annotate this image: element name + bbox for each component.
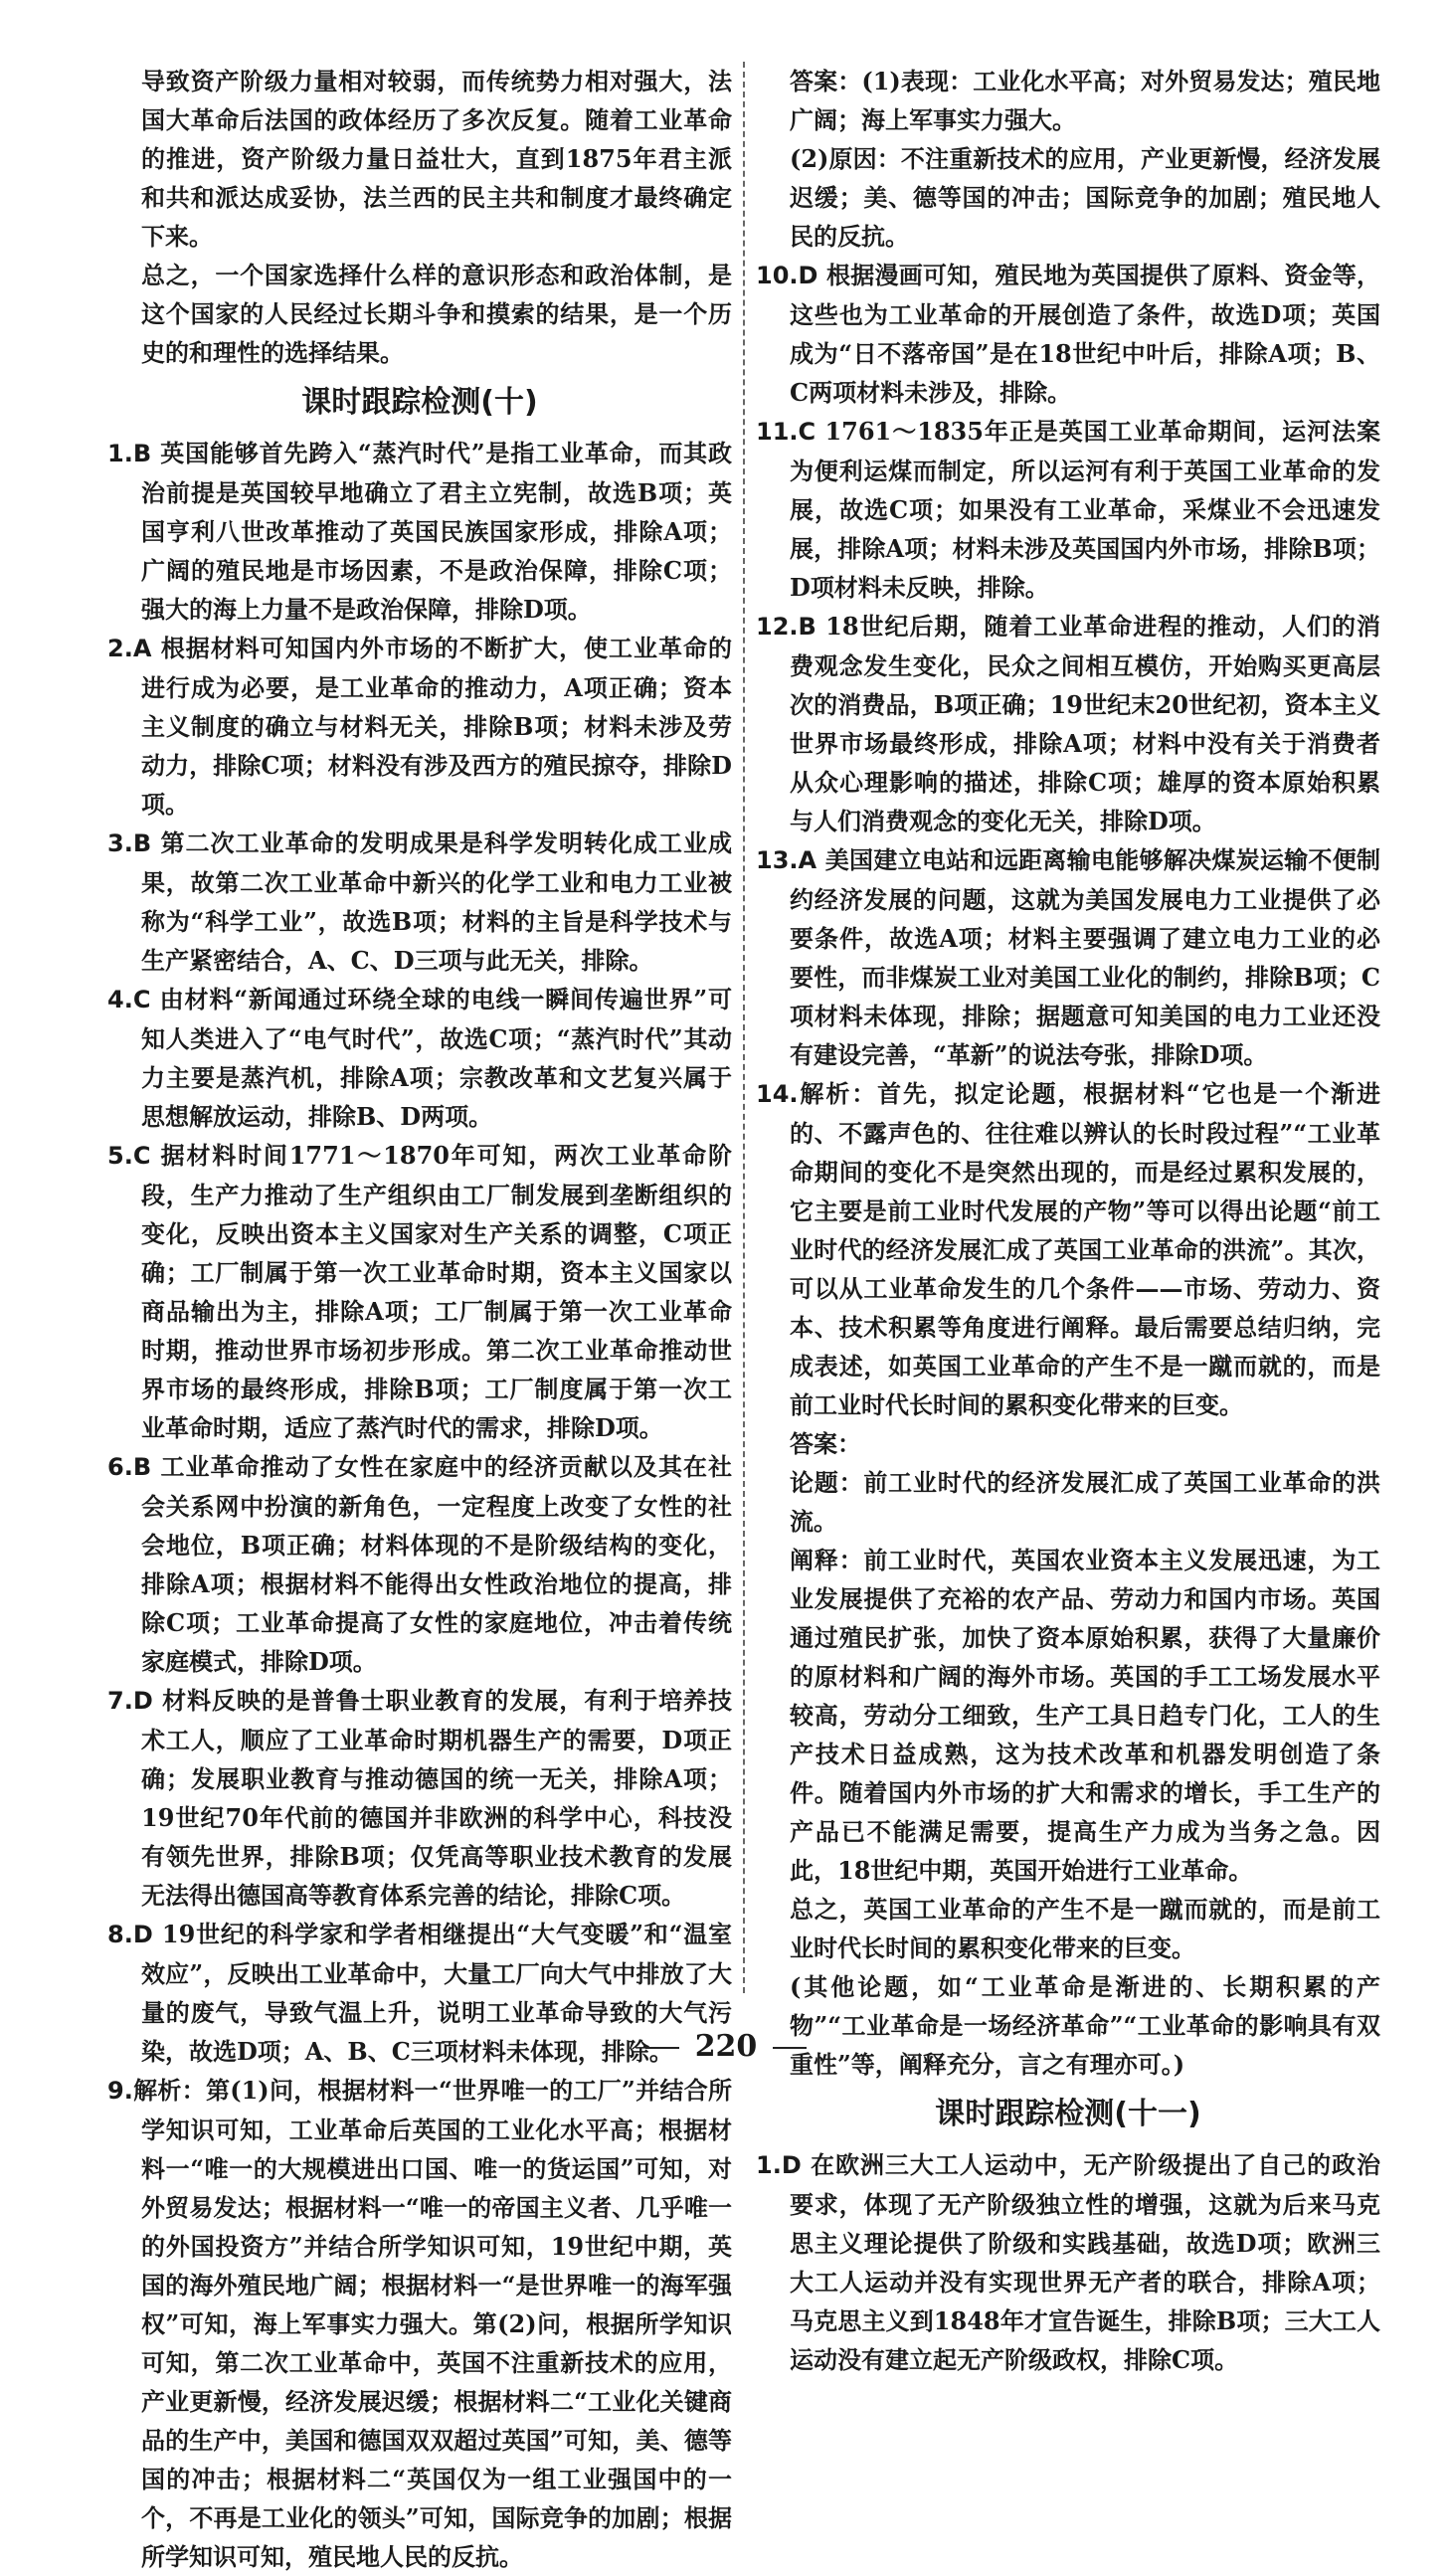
item-text: 在欧洲三大工人运动中，无产阶级提出了自己的政治要求，体现了无产阶级独立性的增强，这就为后来马克思主义理论提供了阶级和实践基础，故选D项；欧洲三大工人运动并没有实现世界无产者的联合，排除A项；马克思主义到1848年才宣告诞生，排除B项；三大工人运动没有建立起无产阶级政权，排除C项。: [790, 2150, 1380, 2374]
item-text: 工业革命推动了女性在家庭中的经济贡献以及其在社会关系网中扮演的新角色，一定程度上改变了女性的社会地位，B项正确；材料体现的不是阶级结构的变化，排除A项；根据材料不能得出女性政治地位的提高，排除C项；工业革命提高了女性的家庭地位，冲击着传统家庭模式，排除D项。: [141, 1452, 733, 1676]
answer-item: [107, 1136, 732, 1447]
item14-conclusion: 总之，英国工业革命的产生不是一蹴而就的，而是前工业时代长时间的累积变化带来的巨变。: [790, 1895, 1380, 1962]
item-number: 5.C: [107, 1142, 151, 1170]
item-number: 2.A: [107, 635, 152, 662]
right-column: [756, 62, 1381, 2374]
answer-item: [756, 412, 1380, 607]
answer-item: [756, 840, 1380, 1074]
item-text: 18世纪后期，随着工业革命进程的推动，人们的消费观念发生变化，民众之间相互模仿，开始购买更高层次的消费品，B项正确；19世纪末20世纪初，资本主义世界市场最终形成，排除A项；材料中没有关于消费者从众心理影响的描述，排除C项；雄厚的资本原始积累与人们消费观念的变化无关，排除D项。: [790, 612, 1381, 835]
item-text: 英国能够首先跨入“蒸汽时代”是指工业革命，而其政治前提是英国较早地确立了君主立宪制，故选B项；英国亨利八世改革推动了英国民族国家形成，排除A项；广阔的殖民地是市场因素，不是政治保障，排除C项；强大的海上力量不是政治保障，排除D项。: [141, 439, 732, 624]
item-number: 6.B: [107, 1453, 152, 1481]
item-text: 据材料时间1771～1870年可知，两次工业革命阶段，生产力推动了生产组织由工厂制发展到垄断组织的变化，反映出资本主义国家对生产关系的调整，C项正确；工厂制属于第一次工业革命时期，资本主义国家以商品输出为主，排除A项；工厂制属于第一次工业革命时期，推动世界市场初步形成。第二次工业革命推动世界市场的最终形成，排除B项；工厂制度属于第一次工业革命时期，适应了蒸汽时代的需求，排除D项。: [141, 1141, 733, 1442]
item-number: 13.A: [756, 846, 817, 874]
intro-paragraph-1: 导致资产阶级力量相对较弱，而传统势力相对强大，法国大革命后法国的政体经历了多次反复。随着工业革命的推进，资产阶级力量日益壮大，直到1875年君主派和共和派达成妥协，法兰西的民主共和制度才最终确定下来。: [141, 67, 732, 251]
footer-dash-left: [645, 2047, 679, 2049]
item-text: 解析：第(1)问，根据材料一“世界唯一的工厂”并结合所学知识可知，工业革命后英国的工业化水平高；根据材料一“唯一的大规模进出口国、唯一的货运国”可知，对外贸易发达；根据材料一“唯一的帝国主义者、几乎唯一的外国投资方”并结合所学知识可知，19世纪中期，英国的海外殖民地广阔；根据材料一“是世界唯一的海军强权”可知，海上军事实力强大。第(2)问，根据所学知识可知，第二次工业革命中，英国不注重新技术的应用，产业更新慢，经济发展迟缓；根据材料二“工业化关键商品的生产中，美国和德国双双超过英国”可知，美、德等国的冲击；根据材料二“英国仅为一组工业强国中的一个，不再是工业化的领头”可知，国际竞争的加剧；根据所学知识可知，殖民地人民的反抗。: [132, 2076, 732, 2571]
answer-item: [107, 2071, 732, 2576]
answer-item: [756, 607, 1380, 840]
answer-item: [107, 434, 732, 629]
item-text: 根据漫画可知，殖民地为英国提供了原料、资金等，这些也为工业革命的开展创造了条件，故选D项；英国成为“日不落帝国”是在18世纪中叶后，排除A项；B、C两项材料未涉及，排除。: [790, 261, 1381, 407]
page-footer: [0, 2029, 1452, 2064]
answer-item: [107, 824, 732, 980]
intro-paragraph-2: 总之，一个国家选择什么样的意识形态和政治体制，是这个国家的人民经过长期斗争和摸索的结果，是一个历史的和理性的选择结果。: [141, 261, 732, 367]
item-number: 1.B: [107, 440, 152, 467]
answer-item: [756, 1074, 1380, 1424]
item-number: 8.D: [107, 1921, 153, 1948]
item-text: 美国建立电站和远距离输电能够解决煤炭运输不便制约经济发展的问题，这就为美国发展电力工业提供了必要条件，故选A项；材料主要强调了建立电力工业的必要性，而非煤炭工业对美国工业化的制约，排除B项；C项材料未体现，排除；据题意可知美国的电力工业还没有建设完善，“革新”的说法夸张，排除D项。: [790, 845, 1380, 1069]
item14-note: (其他论题，如“工业革命是渐进的、长期积累的产物”“工业革命是一场经济革命”“工业革命的影响具有双重性”等，阐释充分，言之有理亦可。): [790, 1972, 1380, 2079]
item14-elaboration: 阐释：前工业时代，英国农业资本主义发展迅速，为工业发展提供了充裕的农产品、劳动力和国内市场。英国通过殖民扩张，加快了资本原始积累，获得了大量廉价的原材料和广阔的海外市场。英国的手工工场发展水平较高，劳动分工细致，生产工具日趋专门化，工人的生产技术日益成熟，这为技术改革和机器发明创造了条件。随着国内外市场的扩大和需求的增长，手工生产的产品已不能满足需要，提高生产力成为当务之急。因此，18世纪中期，英国开始进行工业革命。: [790, 1546, 1380, 1885]
item-number: 4.C: [107, 986, 151, 1013]
item9-answer-2: (2)原因：不注重新技术的应用，产业更新慢，经济发展迟缓；美、德等国的冲击；国际竞争的加剧；殖民地人民的反抗。: [790, 144, 1380, 251]
page-number: 220: [694, 2029, 758, 2064]
item-number: 14.: [756, 1080, 799, 1108]
item-number: 1.D: [756, 2151, 802, 2179]
section-title-10: 课时跟踪检测(十): [301, 385, 538, 420]
footer-dash-right: [773, 2047, 807, 2049]
item-number: 11.C: [756, 418, 817, 446]
answer-item: [756, 256, 1380, 412]
item-number: 7.D: [107, 1687, 153, 1715]
item-text: 解析：首先，拟定论题，根据材料“它也是一个渐进的、不露声色的、往往难以辨认的长时段过程”“工业革命期间的变化不是突然出现的，而是经过累积发展的，它主要是前工业时代发展的产物”等可以得出论题“前工业时代的经济发展汇成了英国工业革命的洪流”。其次，可以从工业革命发生的几个条件——市场、劳动力、资本、技术积累等角度进行阐释。最后需要总结归纳，完成表述，如英国工业革命的产生不是一蹴而就的，而是前工业时代长时间的累积变化带来的巨变。: [790, 1079, 1380, 1419]
item-text: 材料反映的是普鲁士职业教育的发展，有利于培养技术工人，顺应了工业革命时期机器生产的需要，D项正确；发展职业教育与推动德国的统一无关，排除A项；19世纪70年代前的德国并非欧洲的科学中心，科技没有领先世界，排除B项；仅凭高等职业技术教育的发展无法得出德国高等教育体系完善的结论，排除C项。: [141, 1686, 732, 1910]
answer-item: [107, 1447, 732, 1681]
column-divider: [743, 62, 745, 1993]
answer-item: [107, 1681, 732, 1915]
answer-item: [107, 629, 732, 824]
item-text: 19世纪的科学家和学者相继提出“大气变暖”和“温室效应”，反映出工业革命中，大量工厂向大气中排放了大量的废气，导致气温上升，说明工业革命导致的大气污染，故选D项；A、B、C三项材料未体现，排除。: [141, 1920, 733, 2066]
item-number: 3.B: [107, 829, 152, 857]
answer-item: [756, 2145, 1380, 2379]
item-number: 10.D: [756, 262, 818, 289]
answer-item: [107, 980, 732, 1136]
item-text: 由材料“新闻通过环绕全球的电线一瞬间传遍世界”可知人类进入了“电气时代”，故选C项；“蒸汽时代”其动力主要是蒸汽机，排除A项；宗教改革和文艺复兴属于思想解放运动，排除B、D两项。: [141, 985, 732, 1131]
item9-answer-1: 答案：(1)表现：工业化水平高；对外贸易发达；殖民地广阔；海上军事实力强大。: [790, 67, 1380, 134]
section-title-11: 课时跟踪检测(十一): [935, 2097, 1201, 2131]
item14-thesis: 论题：前工业时代的经济发展汇成了英国工业革命的洪流。: [790, 1468, 1380, 1536]
item-text: 根据材料可知国内外市场的不断扩大，使工业革命的进行成为必要，是工业革命的推动力，A项正确；资本主义制度的确立与材料无关，排除B项；材料未涉及劳动力，排除C项；材料没有涉及西方的殖民掠夺，排除D项。: [141, 634, 733, 819]
item-text: 1761～1835年正是英国工业革命期间，运河法案为便利运煤而制定，所以运河有利于英国工业革命的发展，故选C项；如果没有工业革命，采煤业不会迅速发展，排除A项；材料未涉及英国国内外市场，排除B项；D项材料未反映，排除。: [790, 417, 1381, 602]
item14-answer-label: 答案：: [790, 1429, 861, 1458]
item-number: 9.: [107, 2077, 133, 2105]
item-text: 第二次工业革命的发明成果是科学发明转化成工业成果，故第二次工业革命中新兴的化学工业和电力工业被称为“科学工业”，故选B项；材料的主旨是科学技术与生产紧密结合，A、C、D三项与此无关，排除。: [141, 828, 733, 975]
item-number: 12.B: [756, 613, 817, 641]
